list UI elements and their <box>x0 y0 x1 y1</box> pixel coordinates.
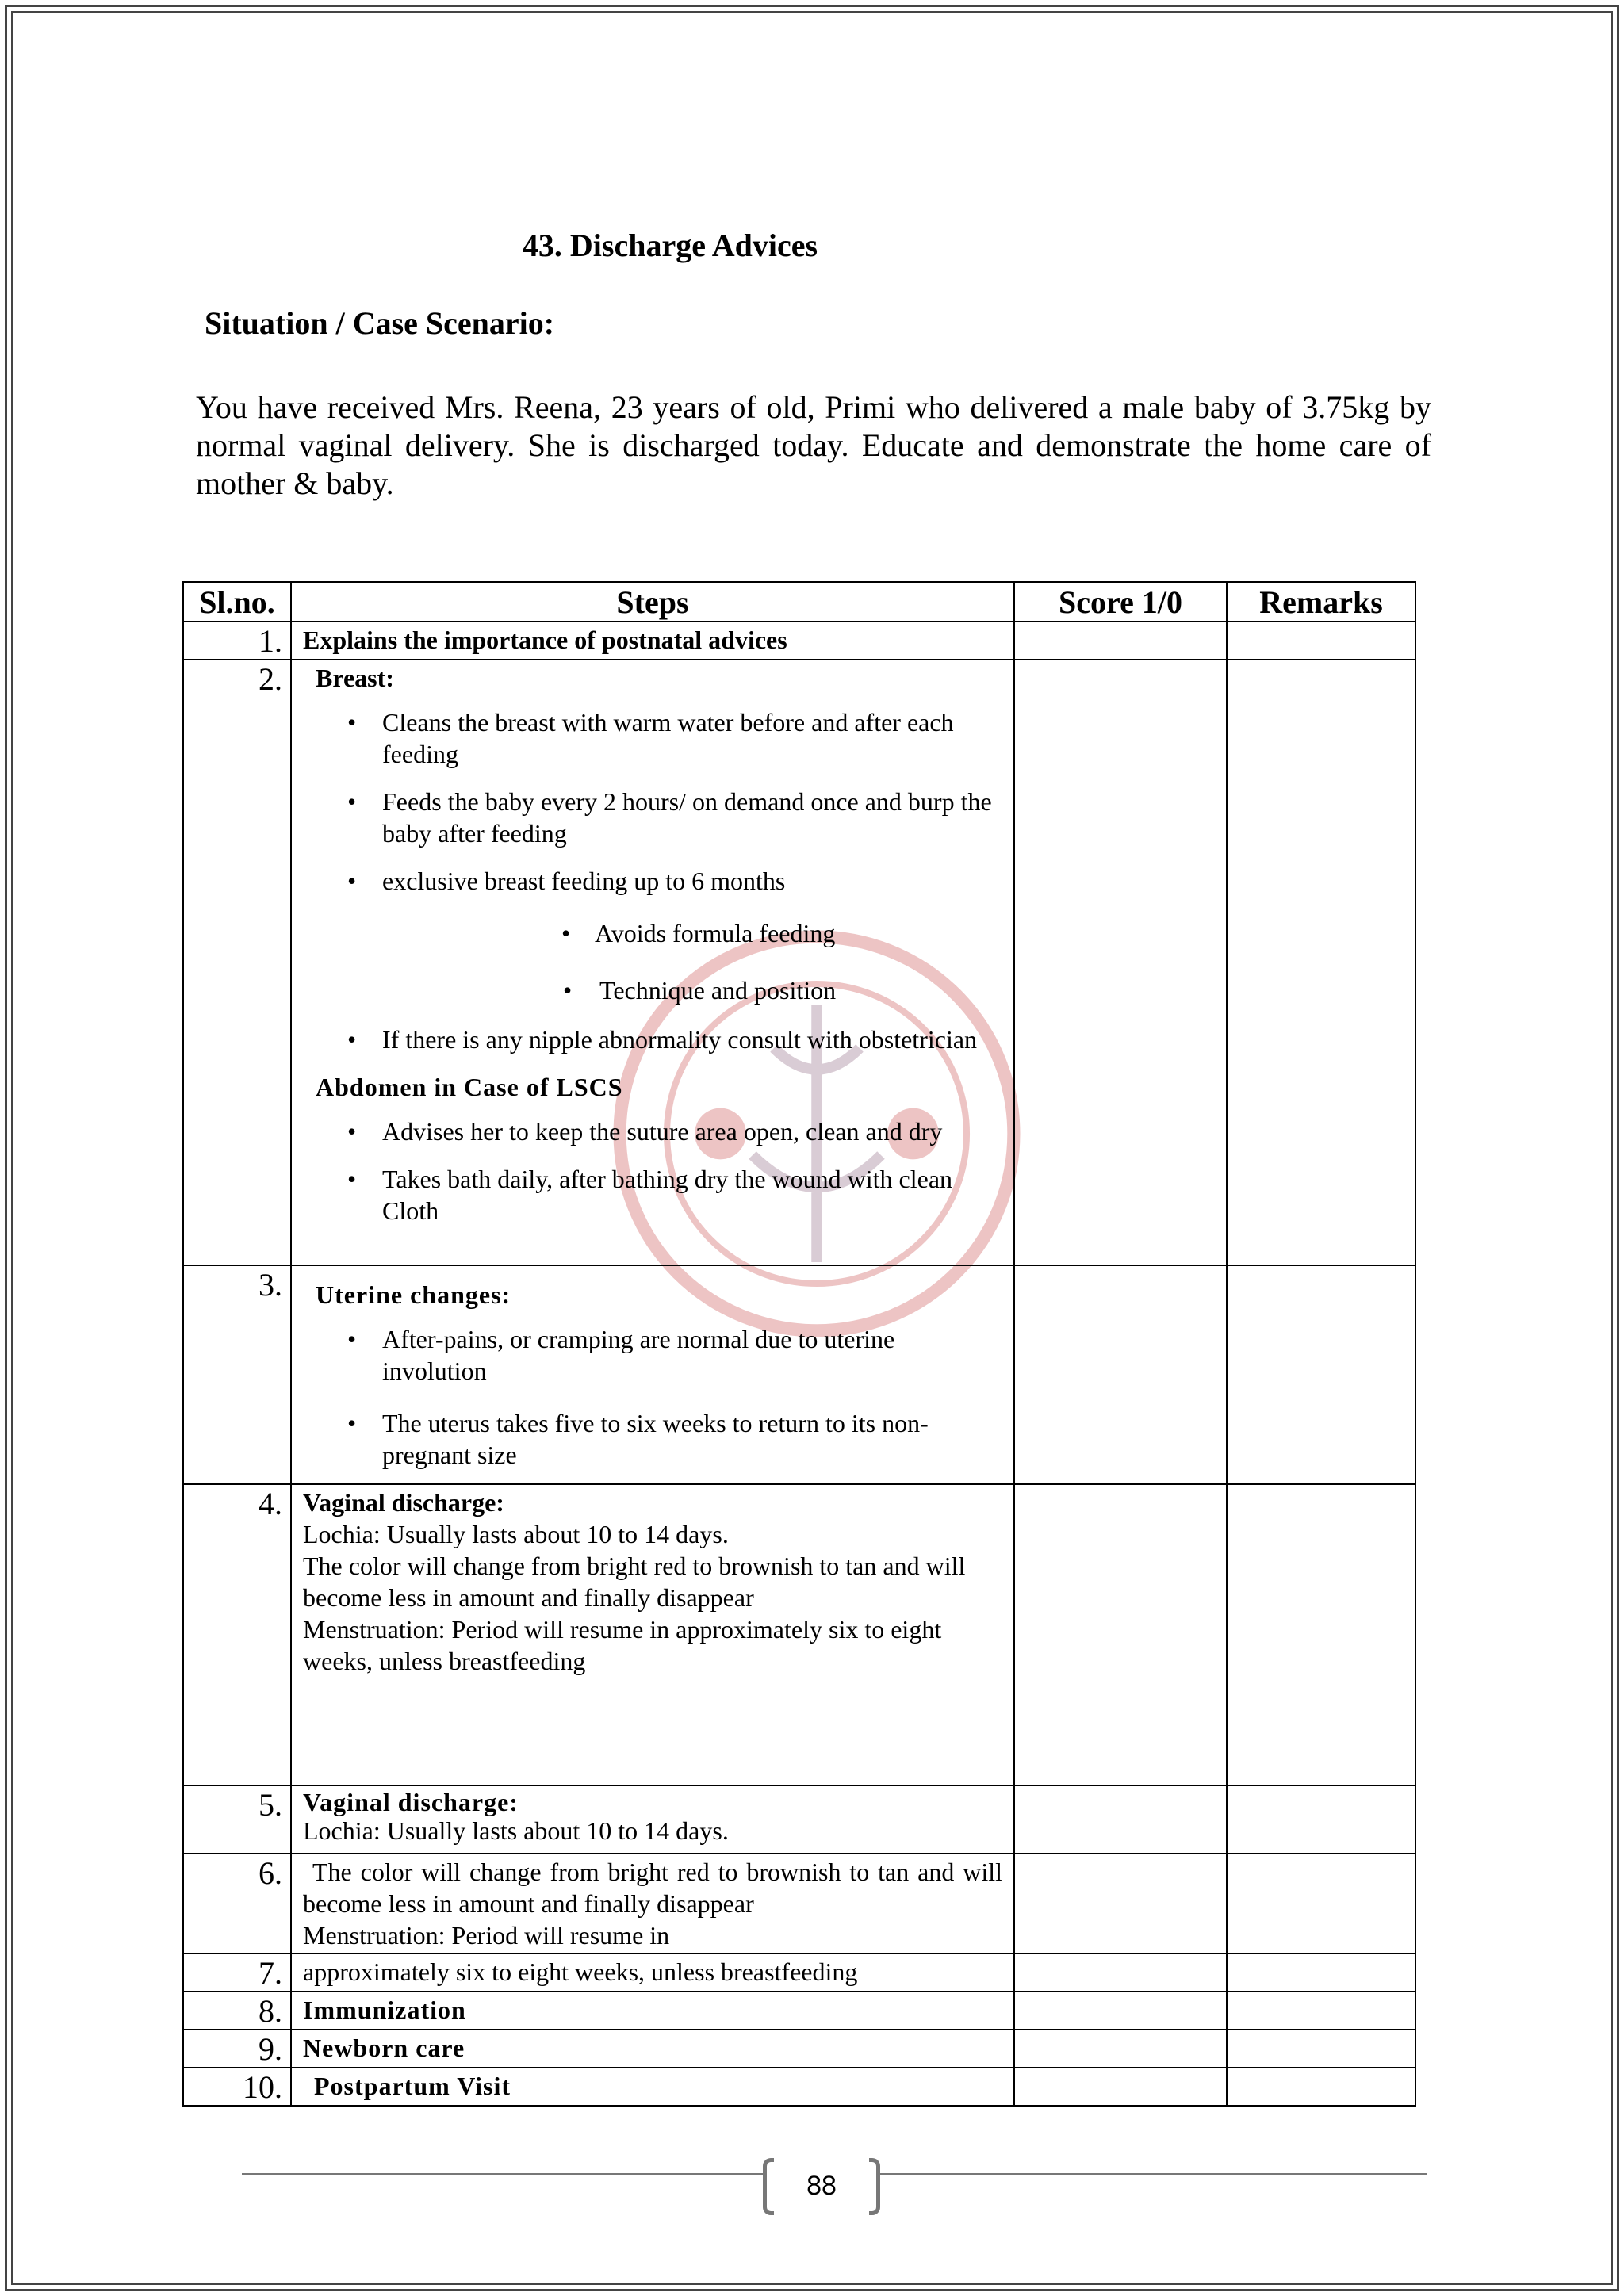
list-item: • Cleans the breast with warm water before and after each feeding <box>303 706 1002 770</box>
step-line: Menstruation: Period will resume in approximately six to eight weeks, unless breastfeeding <box>303 1615 942 1675</box>
remarks-cell <box>1227 660 1415 1265</box>
table-row <box>183 2068 1415 2106</box>
row-number: 9. <box>183 2030 291 2068</box>
table-row <box>183 1785 1415 1854</box>
remarks-cell <box>1227 1854 1415 1954</box>
list-item: • Advises her to keep the suture area open, clean and dry <box>303 1115 1002 1147</box>
page-number: 88 <box>806 2171 837 2201</box>
score-cell <box>1014 2030 1227 2068</box>
table-header-row <box>183 582 1415 622</box>
score-cell <box>1014 1785 1227 1854</box>
uterine-heading: Uterine changes: <box>316 1280 511 1309</box>
section-subtitle: Situation / Case Scenario: <box>205 305 555 341</box>
score-cell <box>1014 1854 1227 1954</box>
footer-bracket-right <box>869 2158 880 2215</box>
header-slno: Sl.no. <box>183 582 291 622</box>
step-line: Lochia: Usually lasts about 10 to 14 days. <box>303 1520 729 1548</box>
remarks-cell <box>1227 1265 1415 1484</box>
remarks-cell <box>1227 622 1415 660</box>
table-row <box>183 622 1415 660</box>
step-breast-abdomen <box>291 660 1014 1265</box>
step-line: Lochia: Usually lasts about 10 to 14 days. <box>303 1816 729 1845</box>
step-line: Menstruation: Period will resume in <box>303 1921 670 1950</box>
breast-list <box>303 706 1002 1055</box>
remarks-cell <box>1227 1785 1415 1854</box>
list-item: • exclusive breast feeding up to 6 months <box>303 865 1002 897</box>
list-item: • Avoids formula feeding <box>303 917 1002 949</box>
row-number: 3. <box>183 1265 291 1484</box>
abdomen-list <box>303 1115 1002 1226</box>
table-row <box>183 1265 1415 1484</box>
table-row <box>183 2030 1415 2068</box>
step-uterine <box>291 1265 1014 1484</box>
step-text: Immunization <box>291 1992 1014 2030</box>
step-text: Explains the importance of postnatal advices <box>291 622 1014 660</box>
list-item: • The uterus takes five to six weeks to return to its non-pregnant size <box>303 1407 1002 1471</box>
remarks-cell <box>1227 1992 1415 2030</box>
case-scenario-text: You have received Mrs. Reena, 23 years of old, Primi who delivered a male baby of 3.75kg by normal vaginal delivery. She is discharged today. Educate and demonstrate the home care of mother & baby. <box>196 389 1431 501</box>
list-item: • If there is any nipple abnormality consult with obstetrician <box>303 1024 1002 1055</box>
header-score: Score 1/0 <box>1014 582 1227 622</box>
score-cell <box>1014 1265 1227 1484</box>
breast-heading: Breast: <box>316 664 394 692</box>
score-cell <box>1014 1992 1227 2030</box>
list-item: • Feeds the baby every 2 hours/ on demand once and burp the baby after feeding <box>303 786 1002 849</box>
score-cell <box>1014 622 1227 660</box>
page-title: 43. Discharge Advices <box>522 228 818 263</box>
step-text: approximately six to eight weeks, unless breastfeeding <box>291 1954 1014 1992</box>
step-line: The color will change from bright red to brownish to tan and will become less in amount and finally disappear <box>303 1858 1002 1918</box>
remarks-cell <box>1227 1954 1415 1992</box>
footer-bracket-left <box>763 2158 774 2215</box>
footer-rule-right <box>876 2173 1427 2175</box>
uterine-list <box>303 1323 1002 1471</box>
row-number: 5. <box>183 1785 291 1854</box>
score-cell <box>1014 660 1227 1265</box>
footer-rule-left <box>242 2173 764 2175</box>
row-number: 7. <box>183 1954 291 1992</box>
remarks-cell <box>1227 1484 1415 1785</box>
step-line: The color will change from bright red to brownish to tan and will become less in amount and finally disappear <box>303 1552 966 1612</box>
row-number: 10. <box>183 2068 291 2106</box>
remarks-cell <box>1227 2030 1415 2068</box>
row-number: 8. <box>183 1992 291 2030</box>
remarks-cell <box>1227 2068 1415 2106</box>
vaginal-heading: Vaginal discharge: <box>303 1488 504 1517</box>
row-number: 4. <box>183 1484 291 1785</box>
abdomen-heading: Abdomen in Case of LSCS <box>316 1073 623 1101</box>
list-item: • After-pains, or cramping are normal due to uterine involution <box>303 1323 1002 1387</box>
row-number: 6. <box>183 1854 291 1954</box>
list-item: • Technique and position <box>303 974 1002 1006</box>
step-vaginal-discharge-short <box>291 1785 1014 1854</box>
row-number: 2. <box>183 660 291 1265</box>
score-cell <box>1014 2068 1227 2106</box>
table-row <box>183 660 1415 1265</box>
steps-table <box>182 581 1416 2107</box>
step-text: Newborn care <box>291 2030 1014 2068</box>
header-steps: Steps <box>291 582 1014 622</box>
table-row <box>183 1484 1415 1785</box>
table-row <box>183 1954 1415 1992</box>
step-color-change <box>291 1854 1014 1954</box>
row-number: 1. <box>183 622 291 660</box>
list-item: • Takes bath daily, after bathing dry the wound with clean Cloth <box>303 1163 1002 1226</box>
step-text: Postpartum Visit <box>291 2068 1014 2106</box>
vaginal-heading: Vaginal discharge: <box>303 1788 519 1816</box>
step-vaginal-discharge <box>291 1484 1014 1785</box>
table-row <box>183 1992 1415 2030</box>
score-cell <box>1014 1484 1227 1785</box>
table-row <box>183 1854 1415 1954</box>
header-remarks: Remarks <box>1227 582 1415 622</box>
score-cell <box>1014 1954 1227 1992</box>
